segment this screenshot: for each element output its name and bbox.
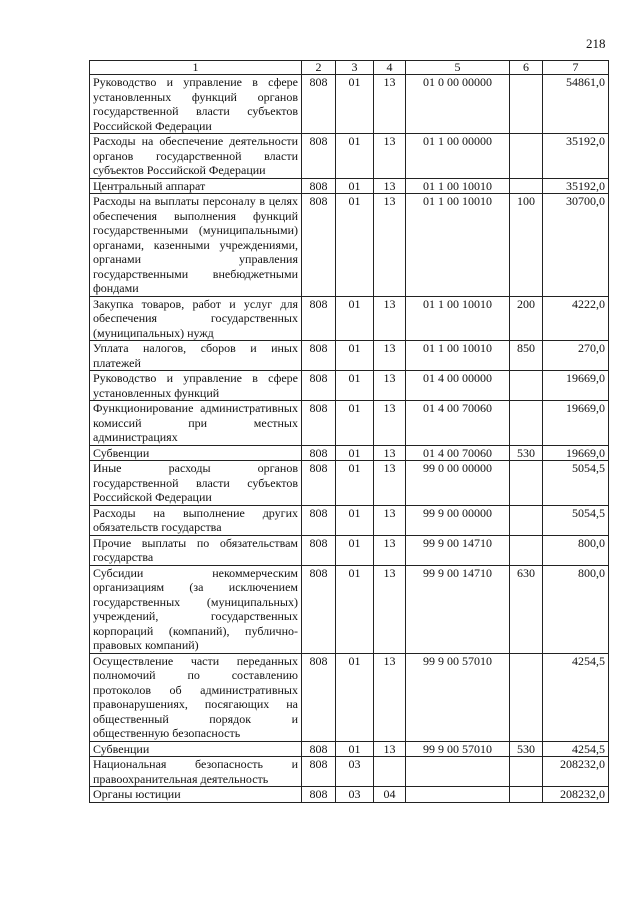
item-name-cell: Осуществление части переданных полномочий по составлению протоколов об административных правонарушениях, посягающих на общественный порядок и общественную безопасность: [90, 653, 302, 741]
section-code-cell: 01: [336, 461, 374, 506]
target-article-code-cell: 01 1 00 00000: [406, 134, 510, 179]
target-article-code-cell: 01 4 00 00000: [406, 371, 510, 401]
section-code-cell: 03: [336, 787, 374, 803]
section-code-cell: 01: [336, 371, 374, 401]
ministry-code-cell: 808: [302, 565, 336, 653]
section-code-cell: 01: [336, 178, 374, 194]
item-name-cell: Руководство и управление в сфере установленных функций: [90, 371, 302, 401]
subsection-code-cell: 13: [374, 134, 406, 179]
expense-type-code-cell: [510, 505, 543, 535]
header-cell: 7: [543, 61, 609, 75]
amount-cell: 4254,5: [543, 741, 609, 757]
amount-cell: 5054,5: [543, 461, 609, 506]
expense-type-code-cell: 200: [510, 296, 543, 341]
expense-type-code-cell: [510, 401, 543, 446]
target-article-code-cell: 99 9 00 14710: [406, 565, 510, 653]
target-article-code-cell: [406, 757, 510, 787]
amount-cell: 30700,0: [543, 194, 609, 297]
section-code-cell: 01: [336, 341, 374, 371]
item-name-cell: Расходы на обеспечение деятельности органов государственной власти субъектов Российской Федерации: [90, 134, 302, 179]
item-name-cell: Функционирование административных комиссий при местных администрациях: [90, 401, 302, 446]
target-article-code-cell: 01 4 00 70060: [406, 445, 510, 461]
header-row: [90, 61, 609, 75]
ministry-code-cell: 808: [302, 401, 336, 446]
table-row: [90, 653, 609, 741]
item-name-cell: Субвенции: [90, 741, 302, 757]
section-code-cell: 01: [336, 653, 374, 741]
expense-type-code-cell: 530: [510, 445, 543, 461]
amount-cell: 208232,0: [543, 757, 609, 787]
item-name-cell: Центральный аппарат: [90, 178, 302, 194]
item-name-cell: Органы юстиции: [90, 787, 302, 803]
item-name-cell: Субвенции: [90, 445, 302, 461]
ministry-code-cell: 808: [302, 653, 336, 741]
item-name-cell: Прочие выплаты по обязательствам государства: [90, 535, 302, 565]
subsection-code-cell: 13: [374, 296, 406, 341]
target-article-code-cell: 01 1 00 10010: [406, 341, 510, 371]
ministry-code-cell: 808: [302, 194, 336, 297]
item-name-cell: Закупка товаров, работ и услуг для обеспечения государственных (муниципальных) нужд: [90, 296, 302, 341]
header-cell: 4: [374, 61, 406, 75]
target-article-code-cell: [406, 787, 510, 803]
amount-cell: 54861,0: [543, 75, 609, 134]
item-name-cell: Национальная безопасность и правоохранительная деятельность: [90, 757, 302, 787]
ministry-code-cell: 808: [302, 445, 336, 461]
table-row: [90, 134, 609, 179]
page-number: 218: [586, 36, 606, 51]
expense-type-code-cell: [510, 371, 543, 401]
table-row: [90, 296, 609, 341]
section-code-cell: 01: [336, 505, 374, 535]
target-article-code-cell: 01 1 00 10010: [406, 178, 510, 194]
amount-cell: 35192,0: [543, 134, 609, 179]
table-row: [90, 341, 609, 371]
amount-cell: 5054,5: [543, 505, 609, 535]
section-code-cell: 03: [336, 757, 374, 787]
ministry-code-cell: 808: [302, 134, 336, 179]
table-row: [90, 565, 609, 653]
ministry-code-cell: 808: [302, 505, 336, 535]
item-name-cell: Расходы на выплаты персоналу в целях обеспечения выполнения функций государственными (муниципальными) органами, казенными учреждениями, органами управления государственными внебюджетными фондами: [90, 194, 302, 297]
subsection-code-cell: 04: [374, 787, 406, 803]
budget-table: [89, 60, 609, 803]
expense-type-code-cell: 630: [510, 565, 543, 653]
subsection-code-cell: 13: [374, 341, 406, 371]
subsection-code-cell: 13: [374, 535, 406, 565]
ministry-code-cell: 808: [302, 535, 336, 565]
subsection-code-cell: 13: [374, 653, 406, 741]
ministry-code-cell: 808: [302, 341, 336, 371]
section-code-cell: 01: [336, 194, 374, 297]
amount-cell: 4254,5: [543, 653, 609, 741]
table-row: [90, 401, 609, 446]
subsection-code-cell: 13: [374, 401, 406, 446]
target-article-code-cell: 99 9 00 14710: [406, 535, 510, 565]
item-name-cell: Иные расходы органов государственной власти субъектов Российской Федерации: [90, 461, 302, 506]
subsection-code-cell: 13: [374, 741, 406, 757]
amount-cell: 800,0: [543, 565, 609, 653]
target-article-code-cell: 01 1 00 10010: [406, 296, 510, 341]
expense-type-code-cell: [510, 75, 543, 134]
header-cell: 6: [510, 61, 543, 75]
section-code-cell: 01: [336, 75, 374, 134]
table-row: [90, 757, 609, 787]
subsection-code-cell: 13: [374, 505, 406, 535]
table-row: [90, 787, 609, 803]
section-code-cell: 01: [336, 296, 374, 341]
amount-cell: 19669,0: [543, 371, 609, 401]
ministry-code-cell: 808: [302, 371, 336, 401]
target-article-code-cell: 99 9 00 57010: [406, 653, 510, 741]
table-row: [90, 535, 609, 565]
target-article-code-cell: 99 9 00 00000: [406, 505, 510, 535]
expense-type-code-cell: [510, 134, 543, 179]
subsection-code-cell: 13: [374, 75, 406, 134]
header-cell: 2: [302, 61, 336, 75]
section-code-cell: 01: [336, 565, 374, 653]
table-row: [90, 445, 609, 461]
header-cell: 5: [406, 61, 510, 75]
ministry-code-cell: 808: [302, 296, 336, 341]
header-cell: 3: [336, 61, 374, 75]
section-code-cell: 01: [336, 741, 374, 757]
amount-cell: 800,0: [543, 535, 609, 565]
section-code-cell: 01: [336, 134, 374, 179]
expense-type-code-cell: [510, 461, 543, 506]
subsection-code-cell: [374, 757, 406, 787]
amount-cell: 208232,0: [543, 787, 609, 803]
table-row: [90, 741, 609, 757]
amount-cell: 19669,0: [543, 445, 609, 461]
table-row: [90, 371, 609, 401]
item-name-cell: Расходы на выполнение других обязательств государства: [90, 505, 302, 535]
expense-type-code-cell: 530: [510, 741, 543, 757]
target-article-code-cell: 01 4 00 70060: [406, 401, 510, 446]
target-article-code-cell: 99 9 00 57010: [406, 741, 510, 757]
table-row: [90, 505, 609, 535]
table-row: [90, 178, 609, 194]
subsection-code-cell: 13: [374, 445, 406, 461]
table-row: [90, 194, 609, 297]
section-code-cell: 01: [336, 401, 374, 446]
subsection-code-cell: 13: [374, 194, 406, 297]
expense-type-code-cell: [510, 178, 543, 194]
amount-cell: 19669,0: [543, 401, 609, 446]
subsection-code-cell: 13: [374, 565, 406, 653]
subsection-code-cell: 13: [374, 371, 406, 401]
header-cell: 1: [90, 61, 302, 75]
ministry-code-cell: 808: [302, 75, 336, 134]
item-name-cell: Субсидии некоммерческим организациям (за исключением государственных (муниципальных) учреждений, государственных корпораций (компаний), публично-правовых компаний): [90, 565, 302, 653]
amount-cell: 35192,0: [543, 178, 609, 194]
subsection-code-cell: 13: [374, 461, 406, 506]
ministry-code-cell: 808: [302, 461, 336, 506]
ministry-code-cell: 808: [302, 787, 336, 803]
ministry-code-cell: 808: [302, 757, 336, 787]
expense-type-code-cell: [510, 653, 543, 741]
subsection-code-cell: 13: [374, 178, 406, 194]
expense-type-code-cell: [510, 787, 543, 803]
amount-cell: 270,0: [543, 341, 609, 371]
section-code-cell: 01: [336, 535, 374, 565]
table-row: [90, 75, 609, 134]
table-row: [90, 461, 609, 506]
target-article-code-cell: 01 0 00 00000: [406, 75, 510, 134]
ministry-code-cell: 808: [302, 741, 336, 757]
expense-type-code-cell: [510, 757, 543, 787]
amount-cell: 4222,0: [543, 296, 609, 341]
section-code-cell: 01: [336, 445, 374, 461]
item-name-cell: Уплата налогов, сборов и иных платежей: [90, 341, 302, 371]
item-name-cell: Руководство и управление в сфере установленных функций органов государственной власти субъектов Российской Федерации: [90, 75, 302, 134]
target-article-code-cell: 99 0 00 00000: [406, 461, 510, 506]
expense-type-code-cell: 100: [510, 194, 543, 297]
ministry-code-cell: 808: [302, 178, 336, 194]
target-article-code-cell: 01 1 00 10010: [406, 194, 510, 297]
expense-type-code-cell: 850: [510, 341, 543, 371]
expense-type-code-cell: [510, 535, 543, 565]
